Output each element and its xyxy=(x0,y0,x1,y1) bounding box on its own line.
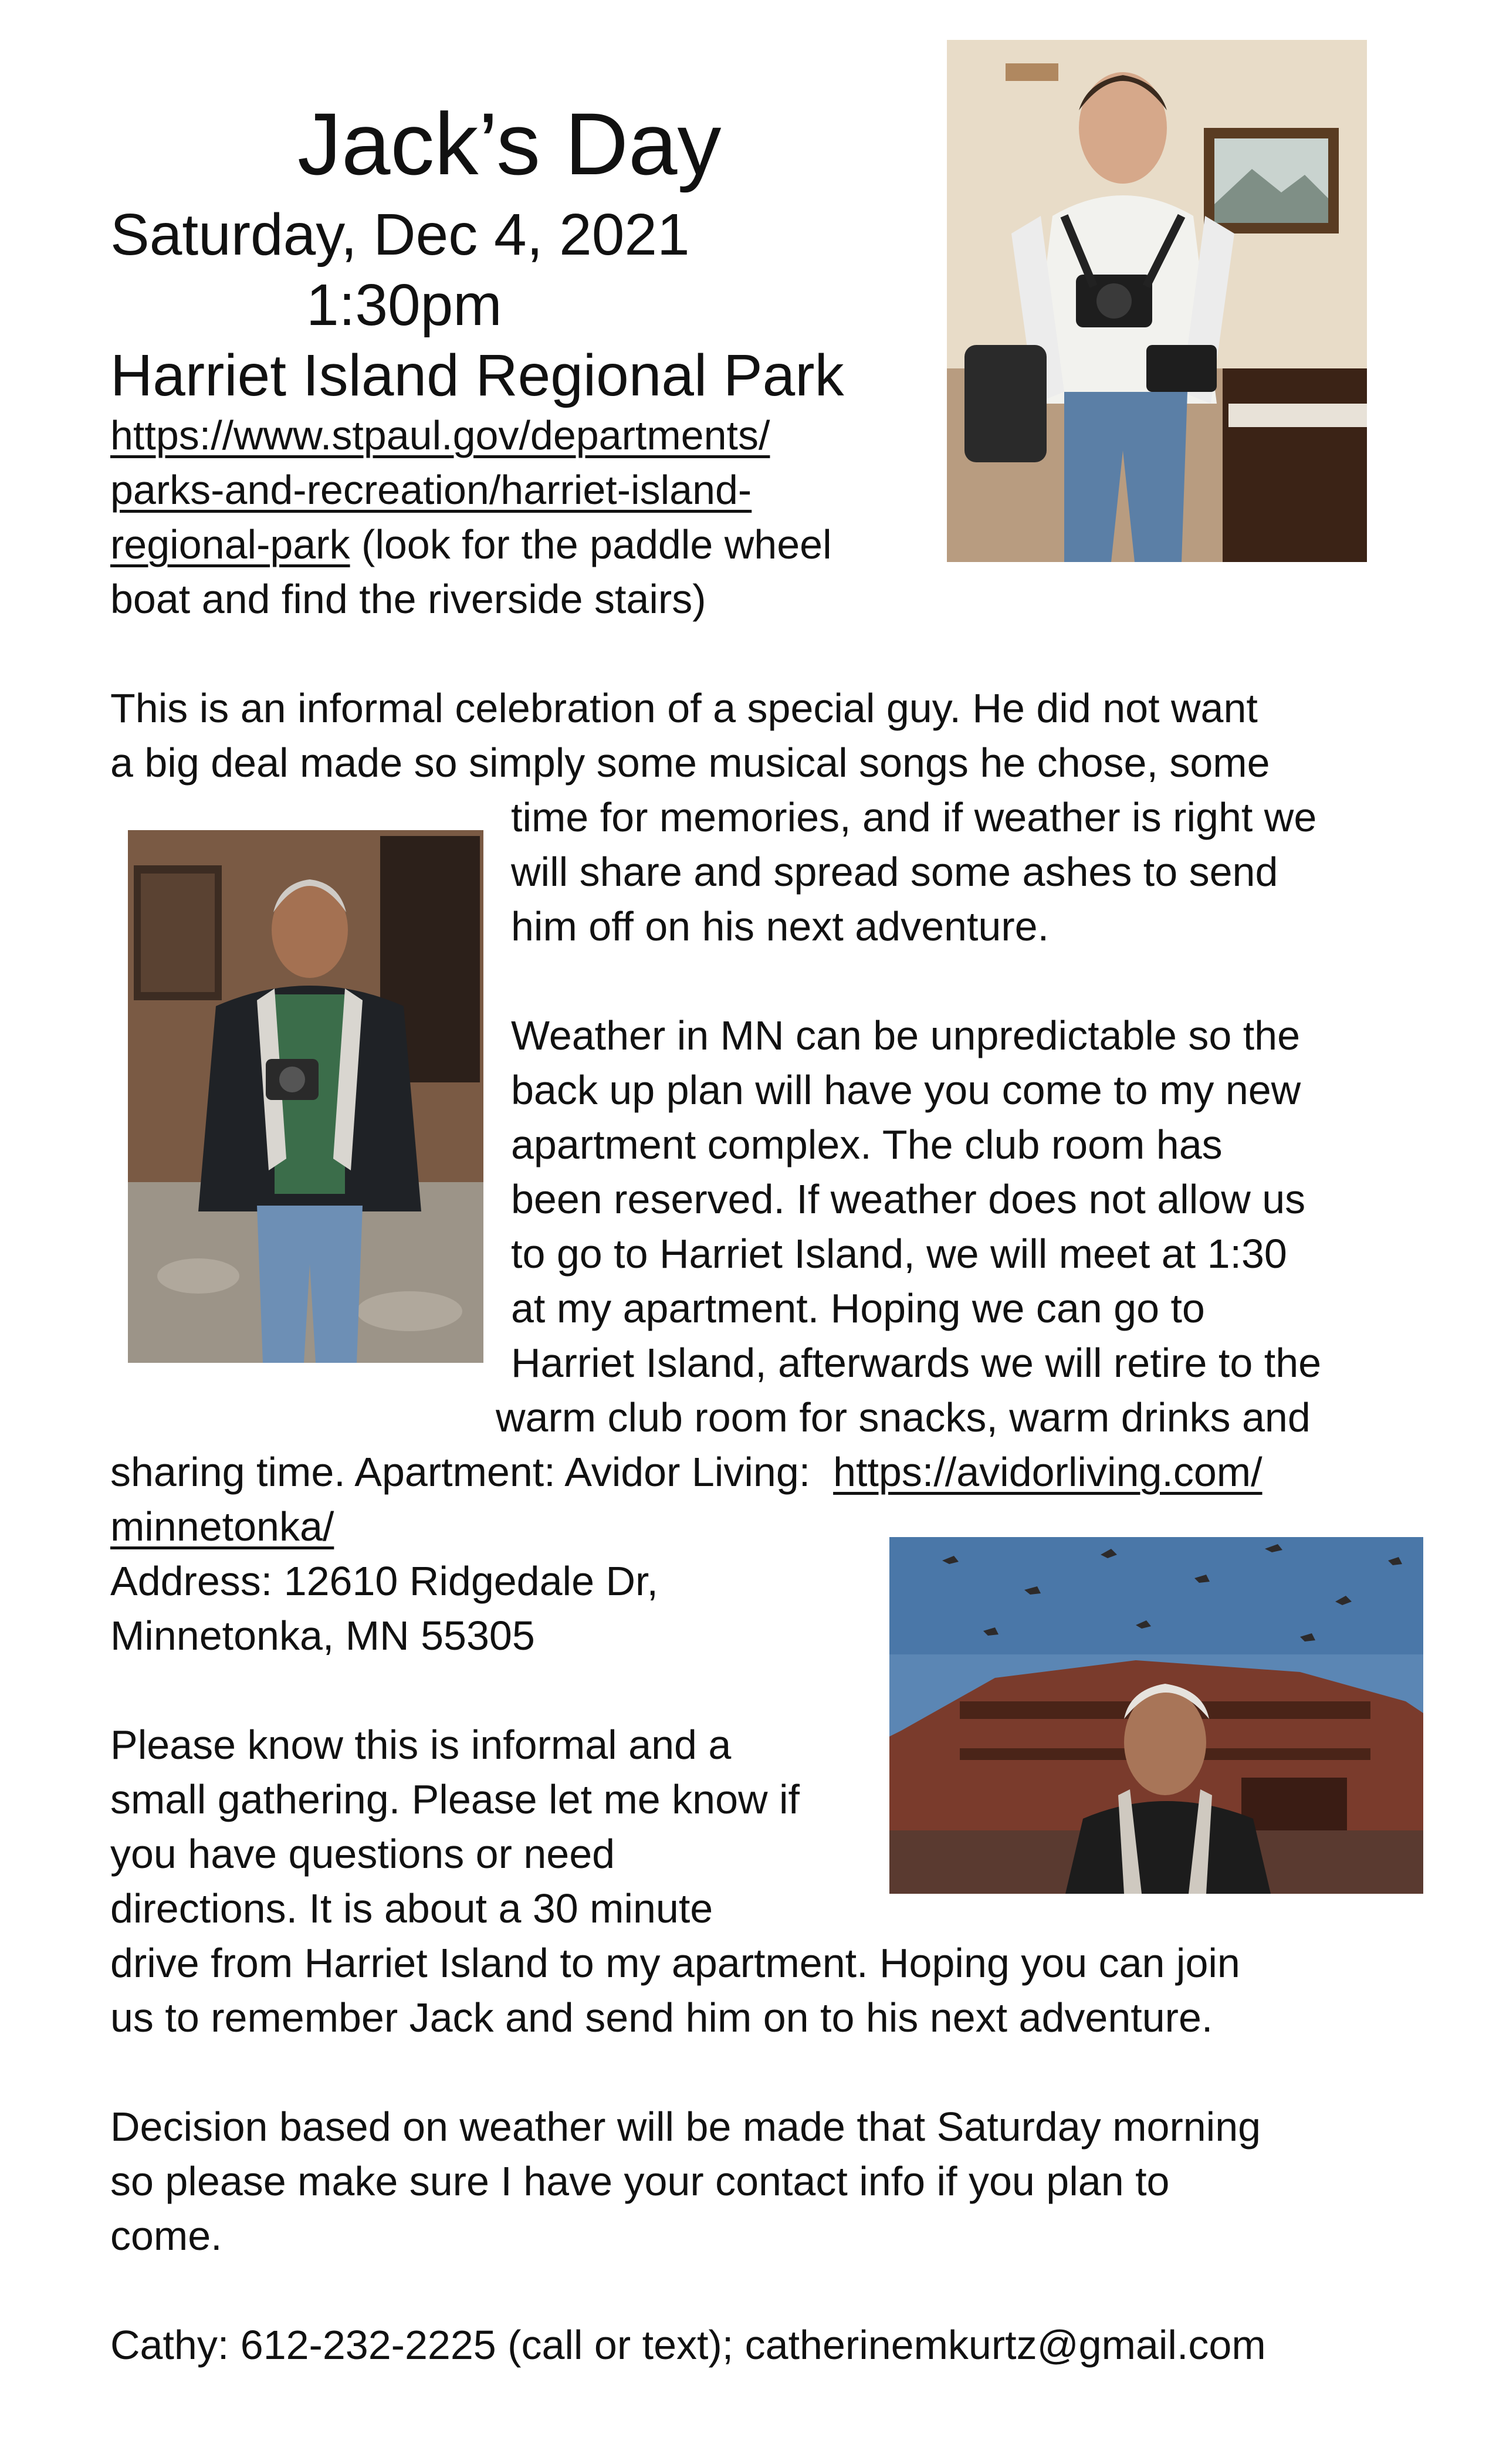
park-note-line-2: boat and find the riverside stairs) xyxy=(110,576,706,622)
apartment-link[interactable]: minnetonka/ xyxy=(110,1504,334,1549)
park-link-line-2 xyxy=(110,467,752,513)
park-link-line-1 xyxy=(110,412,770,458)
intro-line: time for memories, and if weather is right we xyxy=(511,794,1317,840)
photo-jack-at-temple-image xyxy=(889,1537,1423,1894)
informal-line: small gathering. Please let me know if xyxy=(110,1776,800,1822)
sharing-text: sharing time. Apartment: Avidor Living: xyxy=(110,1449,834,1495)
informal-line: us to remember Jack and send him on to his next adventure. xyxy=(110,1995,1213,2040)
event-title: Jack’s Day xyxy=(297,94,722,193)
decision-line: Decision based on weather will be made that Saturday morning xyxy=(110,2104,1261,2150)
weather-line: to go to Harriet Island, we will meet at 1:30 xyxy=(511,1231,1287,1277)
decision-line: come. xyxy=(110,2213,222,2259)
photo-jack-with-cameras-image xyxy=(947,40,1367,562)
event-location: Harriet Island Regional Park xyxy=(110,343,844,408)
weather-line: back up plan will have you come to my new xyxy=(511,1067,1301,1113)
contact-line: Cathy: 612-232-2225 (call or text); catherinemkurtz@gmail.com xyxy=(110,2322,1266,2368)
intro-line: will share and spread some ashes to send xyxy=(511,849,1278,895)
weather-line: been reserved. If weather does not allow us xyxy=(511,1176,1306,1222)
photo-jack-with-scarf xyxy=(128,830,483,1363)
address-line-2: Minnetonka, MN 55305 xyxy=(110,1613,535,1659)
apartment-link-line-2 xyxy=(110,1506,334,1547)
informal-line: directions. It is about a 30 minute xyxy=(110,1886,713,1931)
event-date: Saturday, Dec 4, 2021 xyxy=(110,202,690,268)
intro-line: him off on his next adventure. xyxy=(511,903,1050,949)
photo-jack-with-cameras xyxy=(947,40,1367,562)
weather-line: apartment complex. The club room has xyxy=(511,1122,1223,1167)
photo-jack-at-temple xyxy=(889,1537,1423,1894)
weather-line: Harriet Island, afterwards we will retire to the xyxy=(511,1340,1322,1386)
park-link-line-3 xyxy=(110,524,832,565)
address-line-1: Address: 12610 Ridgedale Dr, xyxy=(110,1558,658,1604)
park-link[interactable]: https://www.stpaul.gov/departments/ xyxy=(110,412,770,458)
apartment-link[interactable]: https://avidorliving.com/ xyxy=(833,1449,1263,1495)
intro-line: This is an informal celebration of a special guy. He did not want xyxy=(110,685,1258,731)
intro-line: a big deal made so simply some musical songs he chose, some xyxy=(110,740,1270,786)
informal-line: you have questions or need xyxy=(110,1831,615,1877)
informal-line: Please know this is informal and a xyxy=(110,1722,732,1768)
weather-line: warm club room for snacks, warm drinks and xyxy=(496,1395,1311,1440)
park-note: (look for the paddle wheel xyxy=(350,522,832,567)
event-time: 1:30pm xyxy=(306,272,502,338)
informal-line: drive from Harriet Island to my apartment. Hoping you can join xyxy=(110,1940,1240,1986)
decision-line: so please make sure I have your contact info if you plan to xyxy=(110,2158,1170,2204)
park-link[interactable]: parks-and-recreation/harriet-island- xyxy=(110,467,752,513)
weather-line: Weather in MN can be unpredictable so the xyxy=(511,1013,1301,1058)
photo-jack-with-scarf-image xyxy=(128,830,483,1363)
sharing-line xyxy=(110,1449,1263,1495)
weather-line: at my apartment. Hoping we can go to xyxy=(511,1285,1205,1331)
park-link[interactable]: regional-park xyxy=(110,522,350,567)
